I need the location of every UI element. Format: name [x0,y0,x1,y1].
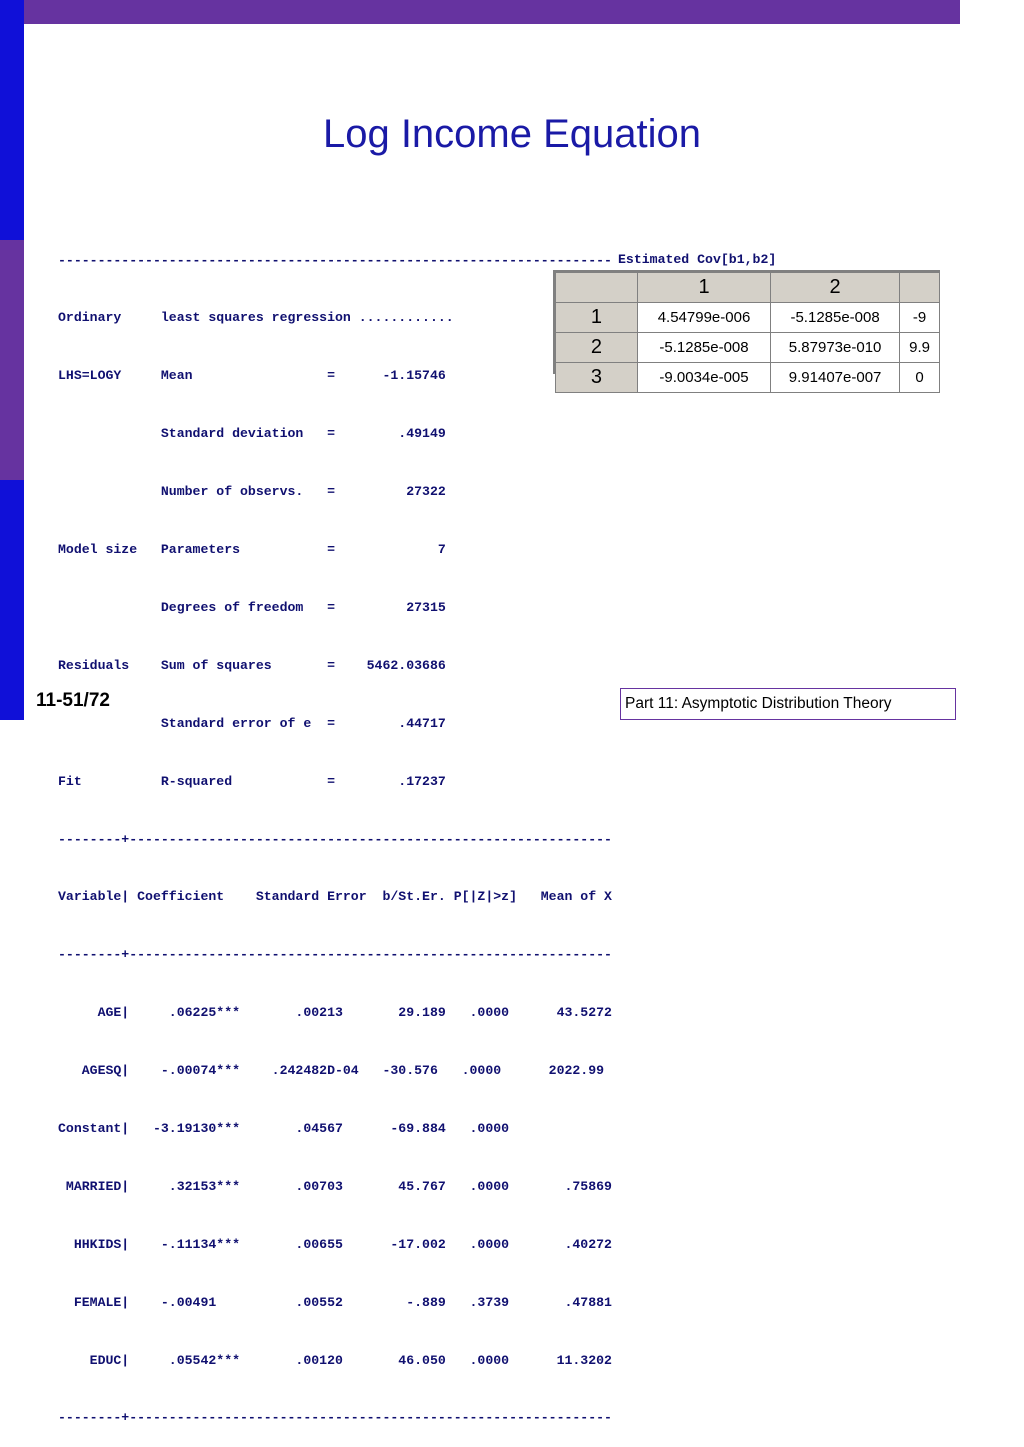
output-line: --------+------------------------------------------------------------- [58,831,612,847]
left-accent-bar-bottom [0,480,24,720]
matrix-cell[interactable]: 4.54799e-006 [637,303,770,333]
output-line: Number of observs. = 27322 [58,484,446,500]
output-line: Constant| -3.19130*** .04567 -69.884 .0000 [58,1120,510,1136]
output-line: Standard error of e = .44717 [58,715,446,731]
output-line: AGESQ| -.00074*** .242482D-04 -30.576 .0000 2022.99 [58,1063,605,1079]
output-line: ---------------------------------------------------------------------- [58,252,612,268]
output-line: Residuals Sum of squares = 5462.03686 [58,657,446,673]
output-line: Variable| Coefficient Standard Error b/St.Er. P[|Z|>z] Mean of X [58,889,612,905]
slide-number: 11-51/72 [36,690,110,711]
output-line: AGE| .06225*** .00213 29.189 .0000 43.5272 [58,1005,612,1021]
corner-cell [556,273,638,303]
matrix-cell[interactable]: -9.0034e-005 [637,363,770,393]
regression-output [58,212,748,1447]
column-header[interactable] [900,273,940,303]
output-line: Fit R-squared = .17237 [58,773,446,789]
output-line: Standard deviation = .49149 [58,426,446,442]
output-line: --------+------------------------------------------------------------- [58,947,612,963]
row-header[interactable]: 2 [556,333,638,363]
left-accent-bar-middle [0,240,24,480]
matrix-cell[interactable]: 0 [900,363,940,393]
matrix-cell[interactable]: -5.1285e-008 [771,303,900,333]
top-accent-bar [24,0,960,24]
row-header[interactable]: 1 [556,303,638,333]
output-line: Degrees of freedom = 27315 [58,599,446,615]
matrix-cell[interactable]: 5.87973e-010 [771,333,900,363]
output-line: Ordinary least squares regression ............ [58,310,454,326]
footer-course-label: Part 11: Asymptotic Distribution Theory [620,688,956,720]
output-line: MARRIED| .32153*** .00703 45.767 .0000 .75869 [58,1178,612,1194]
table-row [556,333,940,363]
slide-title: Log Income Equation [322,112,702,156]
matrix-cell[interactable]: 9.91407e-007 [771,363,900,393]
matrix-cell[interactable]: 9.9 [900,333,940,363]
matrix-cell[interactable]: -9 [900,303,940,333]
output-line: FEMALE| -.00491 .00552 -.889 .3739 .47881 [58,1294,612,1310]
table-header-row [556,273,940,303]
output-line: EDUC| .05542*** .00120 46.050 .0000 11.3202 [58,1352,612,1368]
table-row [556,303,940,333]
matrix-cell[interactable]: -5.1285e-008 [637,333,770,363]
covariance-label: Estimated Cov[b1,b2] [618,252,777,267]
table-row [556,363,940,393]
output-line: Model size Parameters = 7 [58,542,446,558]
column-header[interactable]: 2 [771,273,900,303]
row-header[interactable]: 3 [556,363,638,393]
output-line: LHS=LOGY Mean = -1.15746 [58,368,446,384]
output-line: HHKIDS| -.11134*** .00655 -17.002 .0000 .40272 [58,1236,612,1252]
output-line: --------+------------------------------------------------------------- [58,1410,612,1426]
covariance-matrix-table [555,272,940,393]
covariance-matrix-panel[interactable] [553,270,940,388]
column-header[interactable]: 1 [637,273,770,303]
